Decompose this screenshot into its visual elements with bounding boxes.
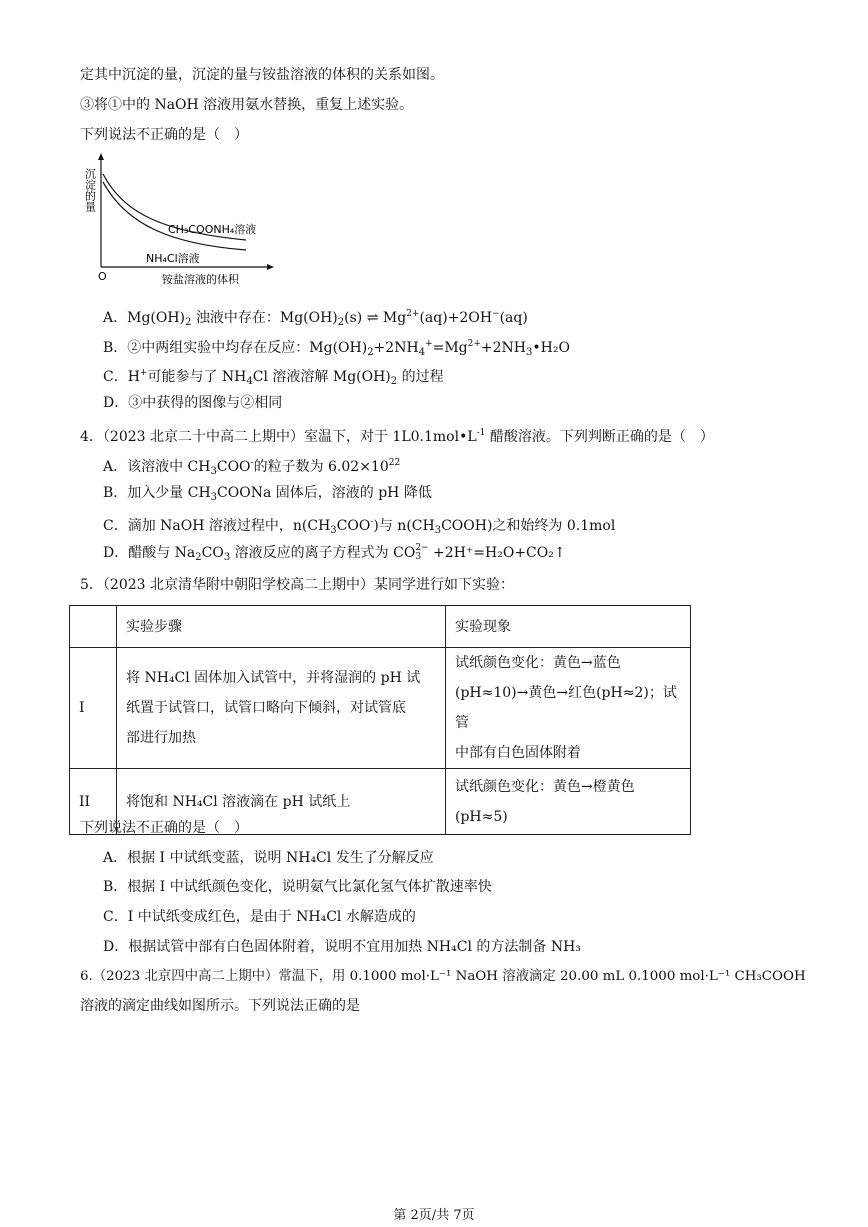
precipitate-graph (84, 152, 274, 292)
row-phenomena: 试纸颜色变化：黄色→蓝色 (pH≈10)→黄色→红色(pH≈2)；试管 中部有白色固体附着 (446, 648, 691, 769)
q3-question: 下列说法不正确的是（ ） (80, 127, 248, 143)
q5-stem: 5．（2023 北京清华附中朝阳学校高二上期中）某同学进行如下实验： (80, 577, 514, 593)
origin-label: O (98, 270, 107, 283)
q4-option-d: D．醋酸与 $Na_2CO_3$ 溶液反应的离子方程式为 CO 2− 3 +2H⁺=H₂O+CO₂↑ (103, 543, 566, 563)
q3-option-a: A．$Mg(OH)_2$ 浊液中存在：$Mg(OH)_2(s)$ ⇌ $Mg^{2+}(aq)+2OH^-(aq)$ (103, 309, 528, 328)
page-footer: 第 2页/共 7页 (393, 1208, 475, 1223)
q3-option-c: C．H+可能参与了 $NH_4Cl$ 溶液溶解 $Mg(OH)_2$ 的过程 (103, 368, 444, 387)
q5-option-b: B．根据 I 中试纸颜色变化，说明氨气比氯化氢气体扩散速率快 (103, 879, 492, 895)
q5-option-d: D．根据试管中部有白色固体附着，说明不宜用加热 NH₄Cl 的方法制备 NH₃ (103, 939, 581, 955)
x-axis-label: 铵盐溶液的体积 (162, 273, 239, 286)
y-axis-label: 沉淀的量 (84, 168, 97, 212)
curve-nh4cl (103, 182, 246, 250)
q3-option-d: D．③中获得的图像与②相同 (103, 395, 283, 411)
table-header-row (70, 606, 691, 648)
table-header-cell: 实验现象 (446, 606, 691, 648)
row-steps: 将饱和 NH₄Cl 溶液滴在 pH 试纸上 (117, 769, 446, 835)
row-label: I (70, 648, 117, 769)
intro-line-2: ③将①中的 NaOH 溶液用氨水替换，重复上述实验。 (80, 97, 414, 113)
q4-option-c: C．滴加 NaOH 溶液过程中，$n(CH_3COO^-)$与 $n(CH_3COOH)$之和始终为 0.1mol (103, 517, 616, 536)
q5-option-a: A．根据 I 中试纸变蓝，说明 NH₄Cl 发生了分解反应 (103, 850, 434, 866)
q4-stem: 4．（2023 北京二十中高二上期中）室温下，对于 $1L0.1mol•L^{-1}$ 醋酸溶液。下列判断正确的是（ ） (80, 428, 714, 445)
row-label: II (70, 769, 117, 835)
q6-stem-line-1: 6.（2023 北京四中高二上期中）常温下，用 0.1000 mol·L⁻¹ NaOH 溶液滴定 20.00 mL 0.1000 mol·L⁻¹ CH₃COOH (80, 969, 806, 984)
table-header-cell: 实验步骤 (117, 606, 446, 648)
table-row (70, 648, 691, 769)
table-header-cell (70, 606, 117, 648)
x-axis-arrow (267, 264, 274, 270)
q3-option-b: B．②中两组实验中均存在反应：$Mg(OH)_2+2NH_4^+=Mg^{2+}+2NH_3•H_2O$ (103, 339, 570, 358)
q4-option-b: B．加入少量 $CH_3COONa$ 固体后，溶液的 pH 降低 (103, 485, 432, 503)
q5-question: 下列说法不正确的是（ ） (80, 820, 248, 836)
curve2-label: NH₄Cl溶液 (146, 252, 200, 265)
q4-option-a: A．该溶液中 $CH_3COO^-$的粒子数为 $6.02\times 10^{22}$ (103, 458, 401, 477)
intro-line-1: 定其中沉淀的量，沉淀的量与铵盐溶液的体积的关系如图。 (80, 67, 444, 83)
q5-option-c: C．I 中试纸变成红色，是由于 NH₄Cl 水解造成的 (103, 909, 416, 925)
y-axis-arrow (98, 153, 104, 160)
q6-stem-line-2: 溶液的滴定曲线如图所示。下列说法正确的是 (80, 998, 360, 1014)
row-phenomena: 试纸颜色变化：黄色→橙黄色 (pH≈5) (446, 769, 691, 835)
experiment-table (69, 605, 691, 835)
row-steps: 将 NH₄Cl 固体加入试管中，并将湿润的 pH 试 纸置于试管口，试管口略向下倾斜，对试管底 部进行加热 (117, 648, 446, 769)
curve1-label: CH₃COONH₄溶液 (168, 223, 257, 236)
